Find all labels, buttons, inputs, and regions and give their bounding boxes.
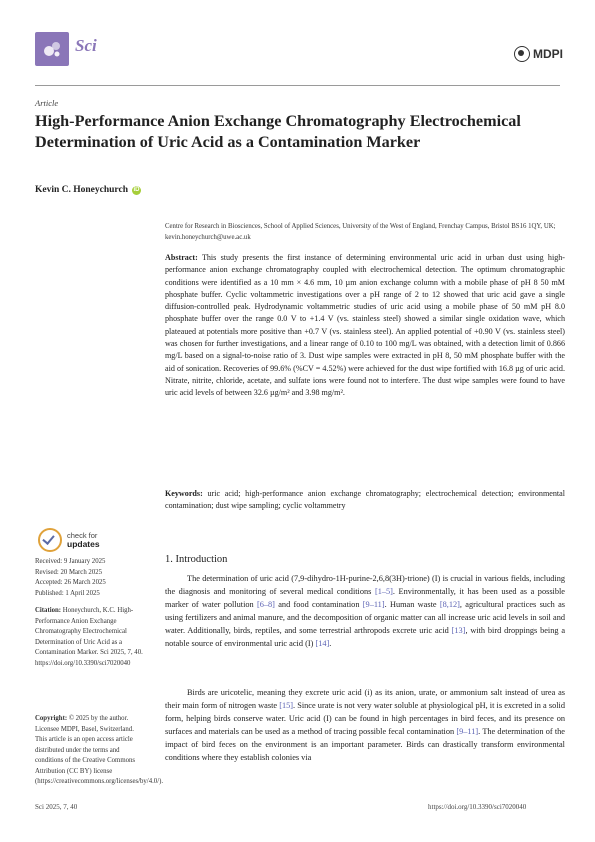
copyright-label: Copyright:	[35, 715, 68, 722]
reference-link[interactable]: [8,12]	[439, 600, 460, 609]
journal-logo	[35, 32, 69, 66]
article-type: Article	[35, 98, 59, 108]
intro-paragraph-1	[165, 572, 565, 650]
check-updates-label	[67, 532, 100, 548]
abstract-text: This study presents the first instance of determining environmental uric acid in urban dust using high-performance anion exchange chromatography coupled with electrochemical detection. The optimum chromatographic conditions were identified as a 10 mm × 4.6 mm, 10 µm anion exchange column with a mobile phase of pH 8 50 mM phosphate buffer. Cyclic voltammetric investigations over a pH range of 2 to 12 showed that uric acid gave a single diffusion-controlled peak. Hydrodynamic voltammetric studies of uric acid using a mobile phase of 50 mM pH 8.0 phosphate buffer over the range 0.0 V to +1.4 V (vs. stainless steel) showed a similar single oxidation wave, which plateaued at potentials more positive than +0.7 V (vs. stainless steel). An applied potential of +0.90 V (vs. stainless steel) was chosen for further investigations, and a linear range of 0.10 to 100 mg/L was obtained, with a detection limit of 0.866 mg/L based on a signal-to-noise ratio of 3. Dust wipe samples were extracted in pH 8, 50 mM phosphate buffer with the aid of sonication. Recoveries of 99.6% (%CV = 4.52%) were achieved for the dust wipe fortified with 16.8 µg of uric acid. Nitrate, nitrite, chloride, acetate, and sulfate ions were found not to interfere. The dust wipe samples were found to have uric acid levels of between 32.6 µg/m² and 3.98 mg/m².	[165, 253, 565, 398]
orcid-icon[interactable]: iD	[133, 187, 140, 193]
reference-link[interactable]: [1–5]	[374, 587, 393, 596]
citation	[35, 606, 145, 669]
keywords-label: Keywords:	[165, 489, 203, 498]
journal-name: Sci	[75, 36, 97, 55]
author-line	[35, 185, 141, 195]
text-run: , agricultural practices such as using fertilizers and animal manure, and the decomposition of organic matter can all increase uric acid levels in soil and water. Additionally, birds, reptiles, and some terrestrial arthropods excrete uric acid	[165, 600, 565, 635]
publication-dates	[35, 557, 145, 599]
abstract-label: Abstract:	[165, 253, 198, 262]
text-run: The determination of uric acid (7,9-dihydro-1H-purine-2,6,8(3H)-trione) (I) is crucial in various fields, including the diagnosis and monitoring of several medical conditions	[165, 574, 565, 596]
check-updates-icon	[38, 528, 62, 552]
publisher-logo	[514, 46, 563, 62]
reference-link[interactable]: [6–8]	[256, 600, 275, 609]
reference-link[interactable]: [14]	[315, 639, 330, 648]
footer-doi[interactable]: https://doi.org/10.3390/sci7020040	[428, 803, 527, 811]
text-run: .	[329, 639, 332, 648]
text-run: . Environmentally, it has been used as a possible marker of water pollution	[165, 587, 565, 609]
updates-line1: check for	[67, 531, 98, 540]
text-run: Birds are uricotelic, meaning they excrete uric acid (i) as its anion, urate, or ammonium salt instead of urea as their main form of nitrogen waste	[165, 688, 565, 710]
revised-date: Revised: 20 March 2025	[35, 568, 103, 576]
citation-label: Citation:	[35, 607, 62, 614]
keywords-text: uric acid; high-performance anion exchange chromatography; electrochemical detection; environmental contamination; dust wipe sampling; cyclic voltammetry	[165, 489, 565, 511]
updates-line2: updates	[67, 539, 100, 549]
copyright	[35, 714, 164, 788]
mdpi-icon	[514, 46, 530, 62]
abstract	[165, 252, 565, 400]
received-date: Received: 9 January 2025	[35, 558, 106, 565]
published-date: Published: 1 April 2025	[35, 589, 100, 597]
check-for-updates-button[interactable]	[38, 528, 100, 552]
publisher-name: MDPI	[533, 47, 563, 61]
journal-logo-icon	[40, 37, 64, 61]
text-run: , with bird droppings being a notable source of environmental uric acid (I)	[165, 626, 565, 648]
copyright-text[interactable]: © 2025 by the author. Licensee MDPI, Basel, Switzerland. This article is an open access article distributed under the terms and conditions of the Creative Commons Attribution (CC BY) license (https://creativecommons.org/licenses/by/4.0/).	[35, 715, 164, 785]
citation-text[interactable]: Honeychurch, K.C. High-Performance Anion Exchange Chromatography Electrochemical Determination of Uric Acid as a Contamination Marker. Sci 2025, 7, 40. https://doi.org/10.3390/sci7020040	[35, 607, 143, 667]
affiliation: Centre for Research in Biosciences, School of Applied Sciences, University of the West of England, Frenchay Campus, Bristol BS16 1QY, UK; kevin.honeychurch@uwe.ac.uk	[165, 223, 556, 241]
text-run: . The determination of the impact of bird feces on the environment is an important parameter. Birds can drastically transform environmental conditions where they establish colonies via	[165, 727, 565, 762]
text-run: and food contamination	[274, 600, 363, 609]
article-title: High-Performance Anion Exchange Chromatography Electrochemical Determination of Uric Acid as a Contamination Marker	[35, 112, 521, 151]
reference-link[interactable]: [9–11]	[456, 727, 479, 736]
text-run: . Human waste	[384, 600, 440, 609]
reference-link[interactable]: [15]	[279, 701, 294, 710]
author-name: Kevin C. Honeychurch	[35, 185, 128, 195]
keywords	[165, 488, 565, 513]
reference-link[interactable]: [9–11]	[362, 600, 385, 609]
header-divider	[35, 85, 560, 86]
section-title: 1. Introduction	[165, 554, 228, 565]
accepted-date: Accepted: 26 March 2025	[35, 579, 106, 586]
reference-link[interactable]: [13]	[451, 626, 466, 635]
intro-paragraph-2	[165, 686, 565, 764]
text-run: . Since urate is not very water soluble at physiological pH, it is excreted in a solid form, helping birds conserve water. Uric acid (I) can be found in high percentages in bird feces, and its presence on surfaces and materials can be used as a method of tracing possible fecal contamination	[165, 701, 565, 736]
footer-citation: Sci 2025, 7, 40	[35, 803, 78, 811]
